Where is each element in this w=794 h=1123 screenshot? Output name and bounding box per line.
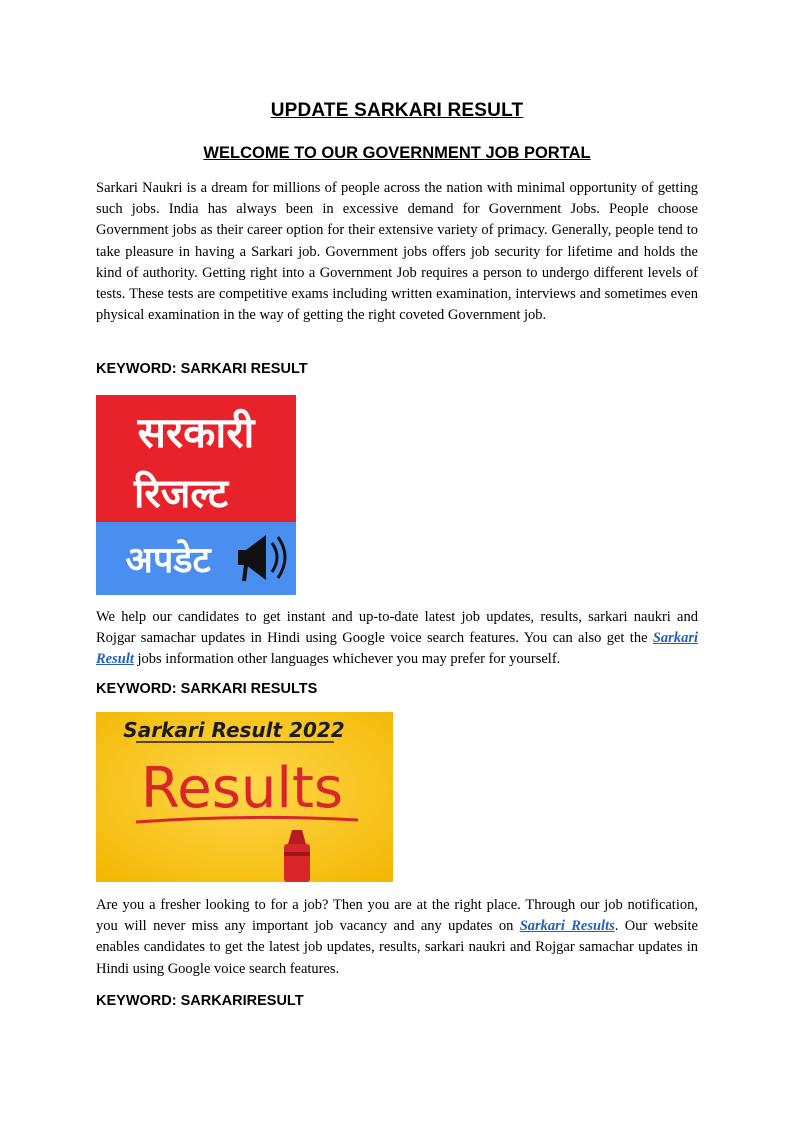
sarkari-results-link[interactable]: Sarkari Results [519,918,615,935]
page-subtitle: WELCOME TO OUR GOVERNMENT JOB PORTAL [203,144,591,162]
fresher-paragraph: Are you a fresher looking to for a job? Then you are at the right place. Through our job notification, you will never miss any important job vacancy and any updates on Sarkari Results. Our website enables candidates to get the latest job updates, results, sarkari naukri and Rojgar samachar updates in Hindi using Google voice search features. [96,897,698,977]
banner-heading: Sarkari Result 2022 [123,718,345,742]
sarkari-result-link[interactable]: Sarkari Result [96,630,698,668]
banner-results-word: Results [140,756,344,821]
banner-line-1: सरकारी [137,408,255,457]
keyword-heading-2: KEYWORD: SARKARI RESULTS [96,681,318,697]
sarkari-result-update-banner [96,395,296,595]
help-paragraph: We help our candidates to get instant and up-to-date latest job updates, results, sarkari naukri and Rojgar samachar updates in Hindi using Google voice search features. You can also get the Sarkari Result jobs information other languages whichever you may prefer for yourself. [96,609,698,668]
banner-line-3: अपडेट [125,540,211,581]
keyword-heading-3: KEYWORD: SARKARIRESULT [96,993,304,1009]
keyword-heading-1: KEYWORD: SARKARI RESULT [96,361,308,377]
page-title: UPDATE SARKARI RESULT [270,100,524,121]
banner-line-2: रिजल्ट [134,471,228,517]
intro-paragraph: Sarkari Naukri is a dream for millions of people across the nation with minimal opportunity of getting such jobs. India has always been in excessive demand for Government Jobs. People choose Government jobs as their career option for their extensive variety of primacy. Generally, people tend to take pleasure in having a Sarkari job. Government jobs offers job security for lifetime and holds the kind of authority. Getting right into a Government Job requires a person to undergo different levels of tests. These tests are competitive exams including written examination, interviews and sometimes even physical examination in the way of getting the right coveted Government job. [96,180,698,324]
sarkari-result-2022-banner [96,712,393,882]
